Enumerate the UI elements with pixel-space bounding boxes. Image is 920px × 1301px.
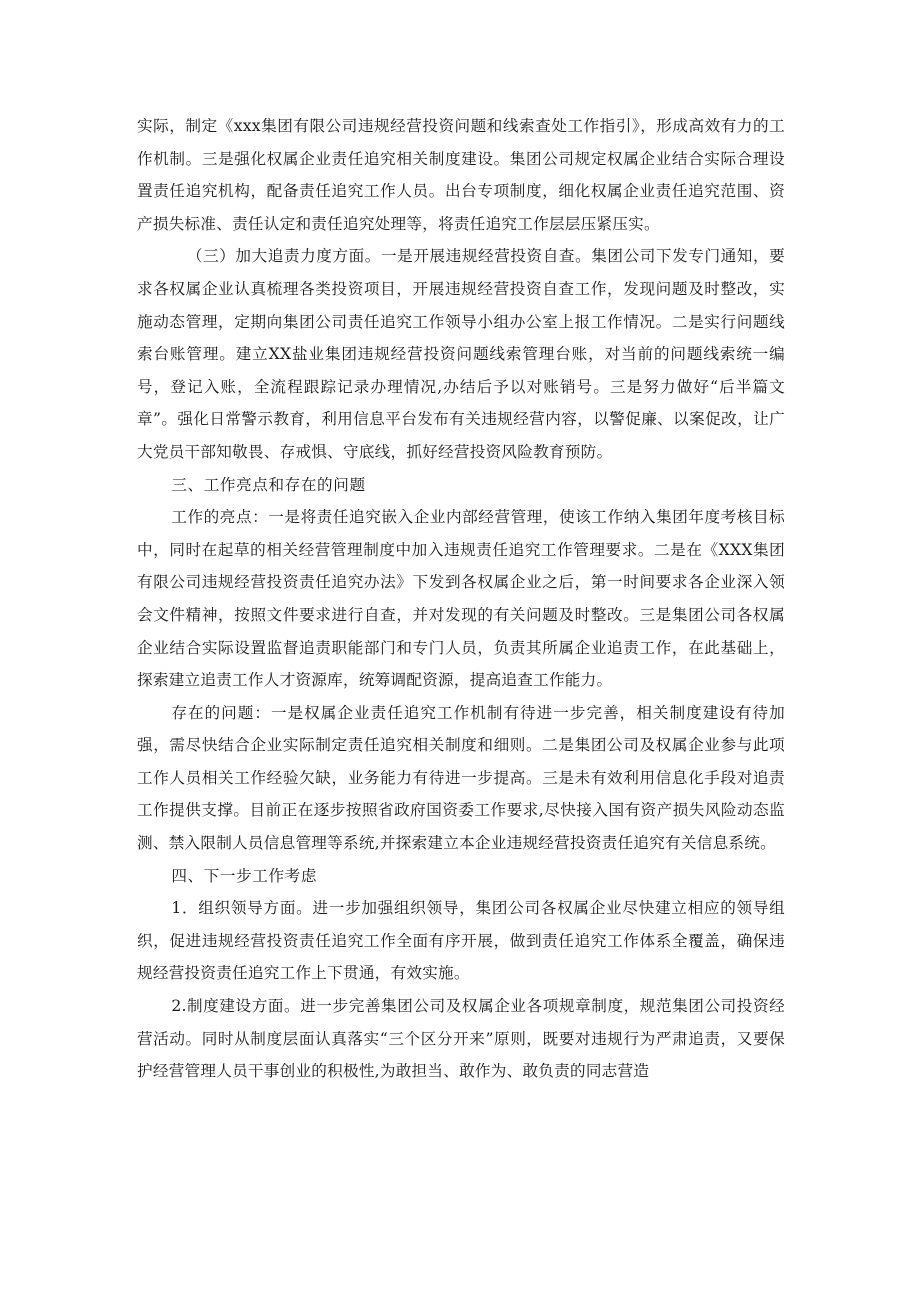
paragraph-issues: 存在的问题：一是权属企业责任追究工作机制有待进一步完善，相关制度建设有待加强，需尽快结合企业实际制定责任追究相关制度和细则。二是集团公司及权属企业参与此项工作人员相关工作经验欠缺，业务能力有待进一步提高。三是未有效利用信息化手段对追责工作提供支撑。目前正在逐步按照省政府国资委工作要求,尽快接入国有资产损失风险动态监测、禁入限制人员信息管理等系统,并探索建立本企业违规经营投资责任追究有关信息系统。	[137, 703, 785, 853]
paragraph-highlights: 工作的亮点：一是将责任追究嵌入企业内部经营管理，使该工作纳入集团年度考核目标中，同时在起草的相关经营管理制度中加入违规责任追究工作管理要求。二是在《XXX集团有限公司违规经营投资责任追究办法》下发到各权属企业之后，第一时间要求各企业深入领会文件精神，按照文件要求进行自查，并对发现的有关问题及时整改。三是集团公司各权属企业结合实际设置监督追责职能部门和专门人员，负责其所属企业追责工作，在此基础上，探索建立追责工作人才资源库，统筹调配资源，提高追查工作能力。	[137, 508, 785, 690]
paragraph-accountability-measures: （三）加大追责力度方面。一是开展违规经营投资自查。集团公司下发专门通知，要求各权属企业认真梳理各类投资项目，开展违规经营投资自查工作，发现问题及时整改，实施动态管理，定期向集团公司责任追究工作领导小组办公室上报工作情况。二是实行问题线索台账管理。建立XX盐业集团违规经营投资问题线索管理台账，对当前的问题线索统一编号，登记入账，全流程跟踪记录办理情况,办结后予以对账销号。三是努力做好“后半篇文章”。强化日常警示教育，利用信息平台发布有关违规经营内容，以警促廉、以案促改，让广大党员干部知敬畏、存戒惧、守底线，抓好经营投资风险教育预防。	[137, 247, 785, 461]
paragraph-continuation: 实际，制定《xxx集团有限公司违规经营投资问题和线索查处工作指引》，形成高效有力的工作机制。三是强化权属企业责任追究相关制度建设。集团公司规定权属企业结合实际合理设置责任追究机构，配备责任追究工作人员。出台专项制度，细化权属企业责任追究范围、资产损失标准、责任认定和责任追究处理等，将责任追究工作层层压紧压实。	[137, 117, 785, 233]
section-heading-next-steps: 四、下一步工作考虑	[171, 866, 318, 885]
section-heading-highlights-issues: 三、工作亮点和存在的问题	[171, 475, 366, 494]
paragraph-system-building: 2.制度建设方面。进一步完善集团公司及权属企业各项规章制度，规范集团公司投资经营活动。同时从制度层面认真落实“三个区分开来”原则，既要对违规行为严肃追责，又要保护经营管理人员干事创业的积极性,为敢担当、敢作为、敢负责的同志营造	[137, 997, 785, 1081]
document-body	[137, 110, 785, 1088]
paragraph-organizational-leadership: 1．组织领导方面。进一步加强组织领导，集团公司各权属企业尽快建立相应的领导组织，促进违规经营投资责任追究工作全面有序开展，做到责任追究工作体系全覆盖，确保违规经营投资责任追究工作上下贯通，有效实施。	[137, 899, 785, 983]
